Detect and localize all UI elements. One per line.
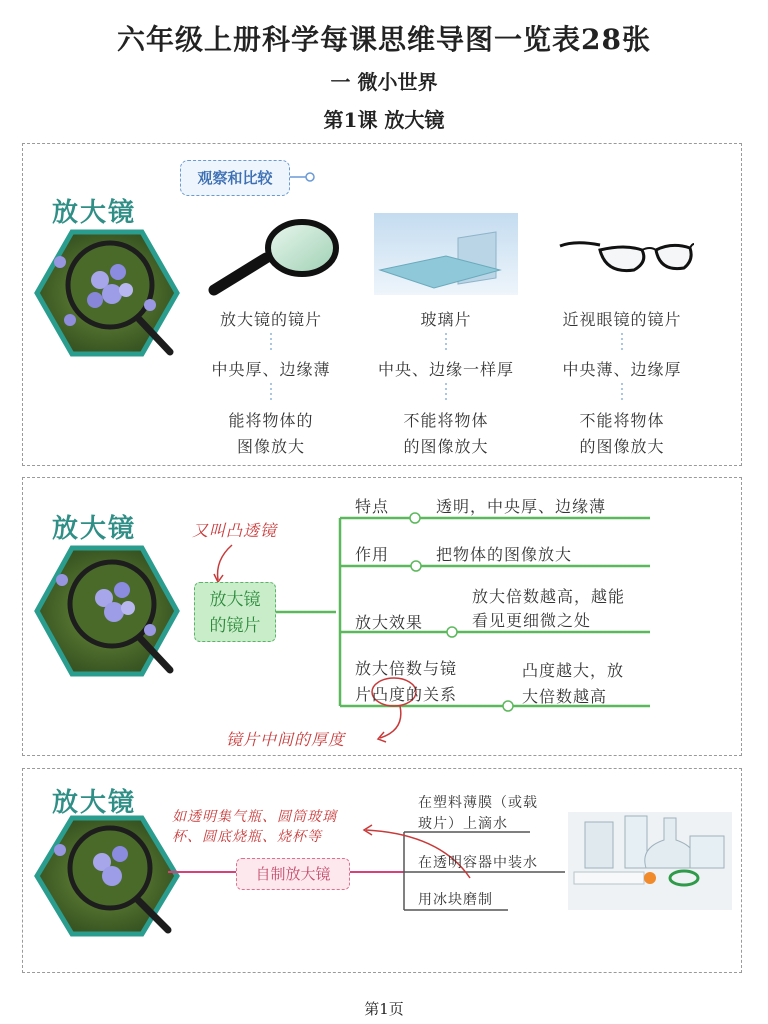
lens-center-node: [194, 582, 276, 642]
hexagon-flower-image-1: [37, 232, 177, 354]
examples-line1: 如透明集气瓶、圆筒玻璃: [172, 809, 337, 825]
col1-effect-line1: 能将物体的: [228, 411, 314, 430]
panel2-side-title: 放大镜: [52, 514, 137, 544]
col1-shape: 中央厚、边缘薄: [211, 360, 331, 379]
branch-relation-label-line2: 片凸度的关系: [355, 685, 458, 704]
page-title: 六年级上册科学每课思维导图一览表28张: [117, 23, 651, 56]
branch-feature-value: 透明，中央厚、边缘薄: [436, 497, 607, 516]
col2-name: 玻璃片: [420, 310, 472, 329]
glass-slide-image: [374, 213, 518, 295]
method2: 在透明容器中装水: [418, 855, 538, 871]
col1-name: 放大镜的镜片: [219, 310, 322, 329]
branch-function-value: 把物体的图像放大: [436, 545, 573, 564]
method1-line2: 玻片）上滴水: [418, 816, 508, 832]
method3: 用冰块磨制: [418, 892, 493, 908]
lab-glassware-image: [568, 812, 732, 910]
observe-compare-tag: 观察和比较: [180, 160, 290, 196]
unit-title: 一 微小世界: [330, 70, 438, 94]
branch-relation-value-line2: 大倍数越高: [522, 687, 608, 706]
branch-feature-label: 特点: [355, 497, 390, 516]
branch-effect-value-line2: 看见更细微之处: [472, 611, 592, 630]
hexagon-flower-image-3: [37, 818, 177, 934]
col3-shape: 中央薄、边缘厚: [562, 360, 682, 379]
branch-effect-value-line1: 放大倍数越高，越能: [472, 587, 626, 606]
center-line2: 的镜片: [209, 616, 261, 636]
glasses-icon: [560, 243, 694, 271]
col3-effect-line2: 的图像放大: [579, 437, 665, 456]
thickness-note: 镜片中间的厚度: [226, 730, 346, 749]
col2-shape: 中央、边缘一样厚: [377, 360, 514, 379]
col3-name: 近视眼镜的镜片: [562, 310, 682, 329]
branch-relation-label-line1: 放大倍数与镜: [355, 659, 458, 678]
col3-effect-line1: 不能将物体: [579, 411, 665, 430]
magnifier-icon: [214, 222, 336, 290]
hexagon-flower-image-2: [37, 548, 177, 674]
lesson-title: 第1课 放大镜: [323, 108, 445, 132]
col1-effect-line2: 图像放大: [236, 437, 305, 456]
panel3-side-title: 放大镜: [52, 788, 137, 818]
page-number: 第1页: [364, 1000, 404, 1018]
panel1-side-title: 放大镜: [52, 198, 137, 228]
homemade-magnifier-node: 自制放大镜: [236, 858, 350, 890]
center-line1: 放大镜: [209, 590, 261, 610]
method1-line1: 在塑料薄膜（或载: [418, 795, 538, 811]
branch-function-label: 作用: [355, 545, 390, 564]
branch-effect-label: 放大效果: [355, 613, 424, 632]
col2-effect-line2: 的图像放大: [403, 437, 489, 456]
col2-effect-line1: 不能将物体: [403, 411, 489, 430]
examples-line2: 杯、圆底烧瓶、烧杯等: [172, 829, 322, 845]
branch-relation-value-line1: 凸度越大，放: [522, 661, 625, 680]
alias-note: 又叫凸透镜: [192, 521, 278, 540]
